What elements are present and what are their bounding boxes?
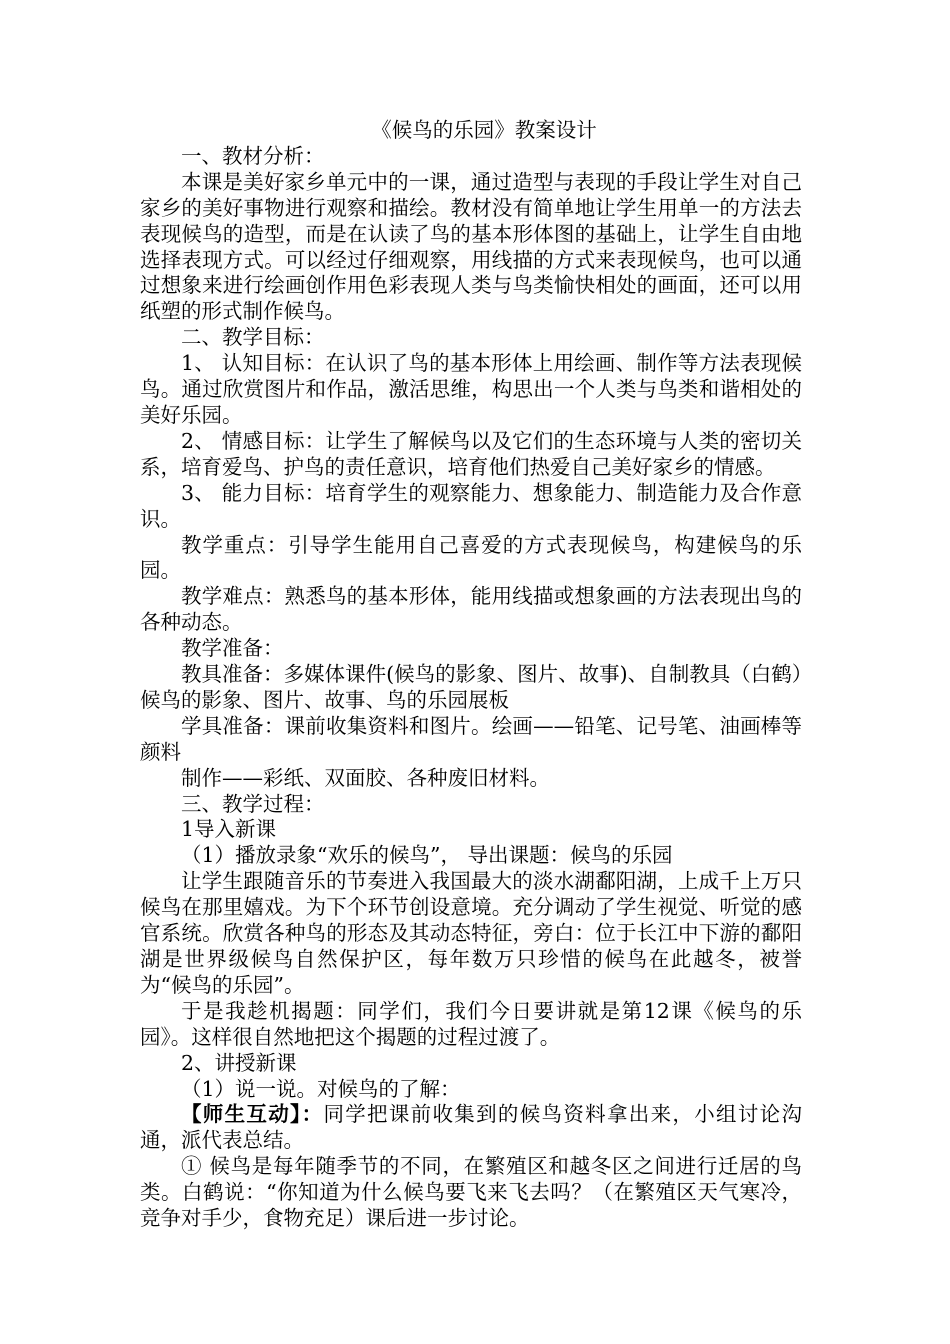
paragraph: 教学难点：熟悉鸟的基本形体，能用线描或想象画的方法表现出鸟的各种动态。 <box>140 584 802 635</box>
paragraph: （1）说一说。对候鸟的了解： <box>181 1076 461 1101</box>
paragraph: 制作——彩纸、双面胶、各种废旧材料。 <box>181 765 550 790</box>
interaction-paragraph <box>140 1102 802 1154</box>
document-title: 《候鸟的乐园》教案设计 <box>371 118 597 142</box>
paragraph: ① 候鸟是每年随季节的不同，在繁殖区和越冬区之间进行迁居的鸟类。白鹤说：“你知道为什么候鸟要飞来飞去吗？（在繁殖区天气寒冷，竞争对手少，食物充足）课后进一步讨论。 <box>140 1154 802 1231</box>
subheading: 1导入新课 <box>181 817 277 842</box>
paragraph: 教具准备：多媒体课件(候鸟的影象、图片、故事)、自制教具（白鹤）候鸟的影象、图片、故事、鸟的乐园展板 <box>140 662 802 712</box>
subheading: 2、讲授新课 <box>181 1050 297 1075</box>
paragraph: （1）播放录象“欢乐的候鸟”， 导出课题：候鸟的乐园 <box>181 843 673 868</box>
document-page <box>140 118 802 1232</box>
paragraph: 教学准备： <box>181 636 284 661</box>
paragraph: 学具准备：课前收集资料和图片。绘画——铅笔、记号笔、油画棒等颜料 <box>140 713 802 764</box>
section-heading: 一、教材分析： <box>181 143 325 168</box>
paragraph: 本课是美好家乡单元中的一课，通过造型与表现的手段让学生对自己家乡的美好事物进行观察和描绘。教材没有简单地让学生用单一的方法去表现候鸟的造型，而是在认读了鸟的基本形体图的基础上，让学生自由地选择表现方式。可以经过仔细观察，用线描的方式来表现候鸟，也可以通过想象来进行绘画创作用色彩表现人类与鸟类愉快相处的画面，还可以用纸塑的形式制作候鸟。 <box>140 169 802 324</box>
paragraph: 让学生跟随音乐的节奏进入我国最大的淡水湖鄱阳湖，上成千上万只候鸟在那里嬉戏。为下个环节创设意境。充分调动了学生视觉、听觉的感官系统。欣赏各种鸟的形态及其动态特征，旁白：位于长江中下游的鄱阳湖是世界级候鸟自然保护区，每年数万只珍惜的候鸟在此越冬，被誉为“候鸟的乐园”。 <box>140 869 802 997</box>
section-heading: 二、教学目标： <box>181 325 325 350</box>
paragraph: 3、 能力目标：培育学生的观察能力、想象能力、制造能力及合作意识。 <box>140 480 802 531</box>
interaction-label: 【师生互动】： <box>181 1102 324 1127</box>
paragraph: 1、 认知目标：在认识了鸟的基本形体上用绘画、制作等方法表现候鸟。通过欣赏图片和作品，激活思维，构思出一个人类与鸟类和谐相处的美好乐园。 <box>140 351 802 427</box>
interaction-text: 同学把课前收集到的候鸟资料拿出来，小组讨论沟通，派代表总结。 <box>140 1102 802 1153</box>
paragraph: 于是我趁机揭题：同学们，我们今日要讲就是第12课《候鸟的乐园》。这样很自然地把这个揭题的过程过渡了。 <box>140 998 802 1049</box>
section-heading: 三、教学过程： <box>181 791 325 816</box>
paragraph: 2、 情感目标：让学生了解候鸟以及它们的生态环境与人类的密切关系，培育爱鸟、护鸟的责任意识，培育他们热爱自己美好家乡的情感。 <box>140 428 802 479</box>
paragraph: 教学重点：引导学生能用自己喜爱的方式表现候鸟，构建候鸟的乐园。 <box>140 532 802 583</box>
